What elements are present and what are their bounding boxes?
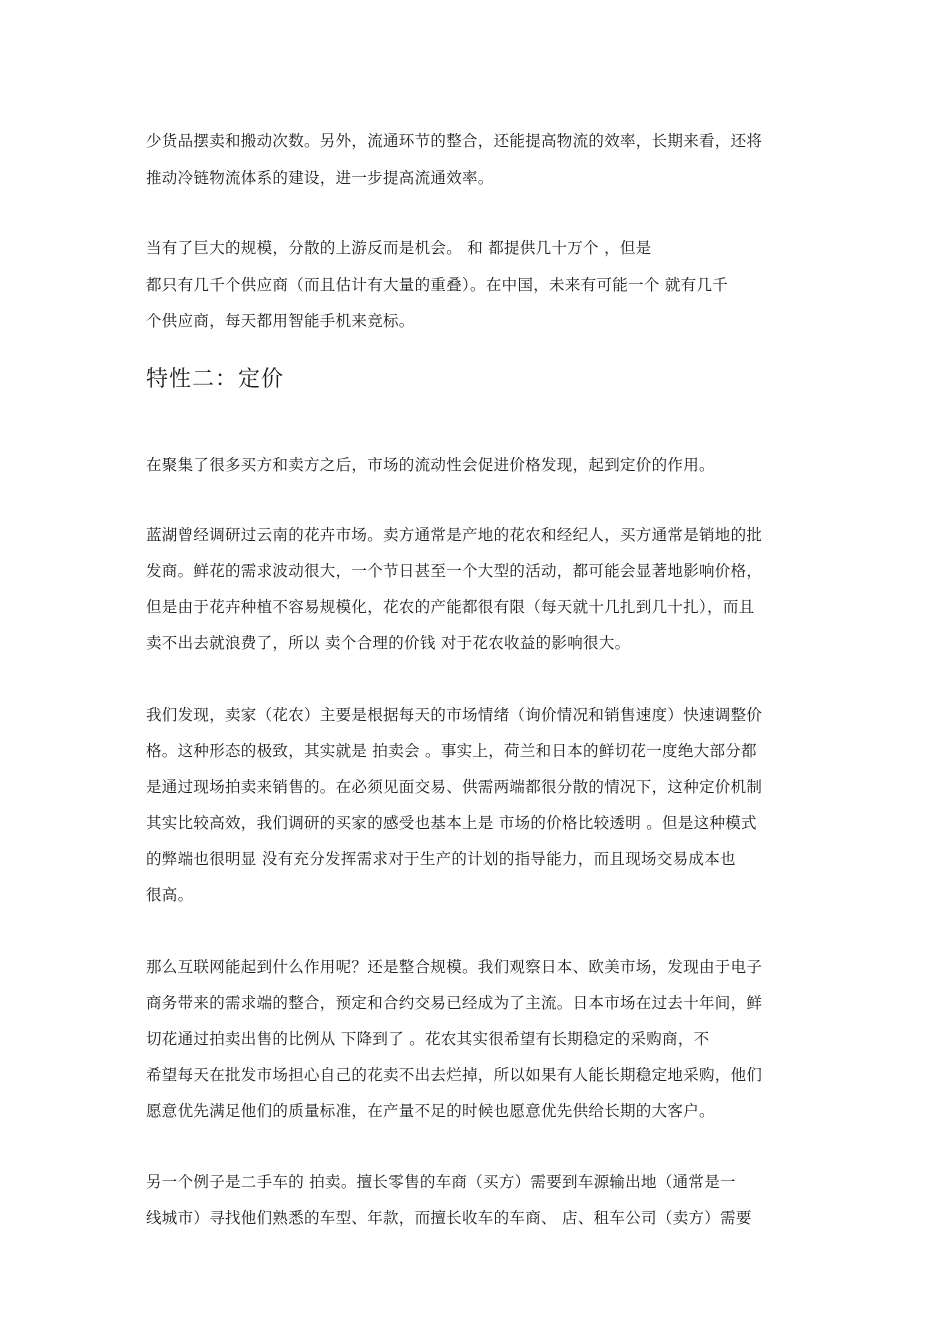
paragraph-line: 但是由于花卉种植不容易规模化，花农的产能都很有限（每天就十几扎到几十扎），而且 xyxy=(146,598,755,616)
paragraph-line: 都只有几千个供应商（而且估计有大量的重叠）。在中国，未来有可能一个 就有几千 xyxy=(146,276,729,294)
paragraph-line: 在聚集了很多买方和卖方之后，市场的流动性会促进价格发现，起到定价的作用。 xyxy=(146,456,715,474)
paragraph-line: 希望每天在批发市场担心自己的花卖不出去烂掉，所以如果有人能长期稳定地采购，他们 xyxy=(146,1066,763,1084)
paragraph-line: 推动冷链物流体系的建设，进一步提高流通效率。 xyxy=(146,169,494,187)
paragraph-line: 少货品摆卖和搬动次数。另外，流通环节的整合，还能提高物流的效率，长期来看，还将 xyxy=(146,132,763,150)
paragraph-line: 商务带来的需求端的整合，预定和合约交易已经成为了主流。日本市场在过去十年间，鲜 xyxy=(146,994,763,1012)
paragraph-line: 其实比较高效，我们调研的买家的感受也基本上是 市场的价格比较透明 。但是这种模式 xyxy=(146,814,757,832)
paragraph-line: 格。这种形态的极致，其实就是 拍卖会 。事实上，荷兰和日本的鲜切花一度绝大部分都 xyxy=(146,742,757,760)
paragraph-line: 很高。 xyxy=(146,886,194,904)
paragraph-line: 当有了巨大的规模，分散的上游反而是机会。 和 都提供几十万个 ，但是 xyxy=(146,239,652,257)
paragraph-line: 蓝湖曾经调研过云南的花卉市场。卖方通常是产地的花农和经纪人，买方通常是销地的批 xyxy=(146,526,763,544)
paragraph-line: 愿意优先满足他们的质量标准，在产量不足的时候也愿意优先供给长期的大客户。 xyxy=(146,1102,715,1120)
paragraph-line: 另一个例子是二手车的 拍卖。擅长零售的车商（买方）需要到车源输出地（通常是一 xyxy=(146,1173,736,1191)
paragraph-line: 线城市）寻找他们熟悉的车型、年款，而擅长收车的车商、 店、租车公司（卖方）需要 xyxy=(146,1209,752,1227)
section-heading: 特性二：定价 xyxy=(146,367,285,392)
paragraph-line: 那么互联网能起到什么作用呢？还是整合规模。我们观察日本、欧美市场，发现由于电子 xyxy=(146,958,763,976)
paragraph-line: 是通过现场拍卖来销售的。在必须见面交易、供需两端都很分散的情况下，这种定价机制 xyxy=(146,778,763,796)
paragraph-line: 卖不出去就浪费了，所以 卖个合理的价钱 对于花农收益的影响很大。 xyxy=(146,634,631,652)
paragraph-line: 个供应商，每天都用智能手机来竞标。 xyxy=(146,312,415,330)
paragraph-line: 的弊端也很明显 没有充分发挥需求对于生产的计划的指导能力，而且现场交易成本也 xyxy=(146,850,736,868)
paragraph-line: 我们发现，卖家（花农）主要是根据每天的市场情绪（询价情况和销售速度）快速调整价 xyxy=(146,706,763,724)
paragraph-line: 发商。鲜花的需求波动很大，一个节日甚至一个大型的活动，都可能会显著地影响价格， xyxy=(146,562,763,580)
paragraph-line: 切花通过拍卖出售的比例从 下降到了 。花农其实很希望有长期稳定的采购商，不 xyxy=(146,1030,710,1048)
